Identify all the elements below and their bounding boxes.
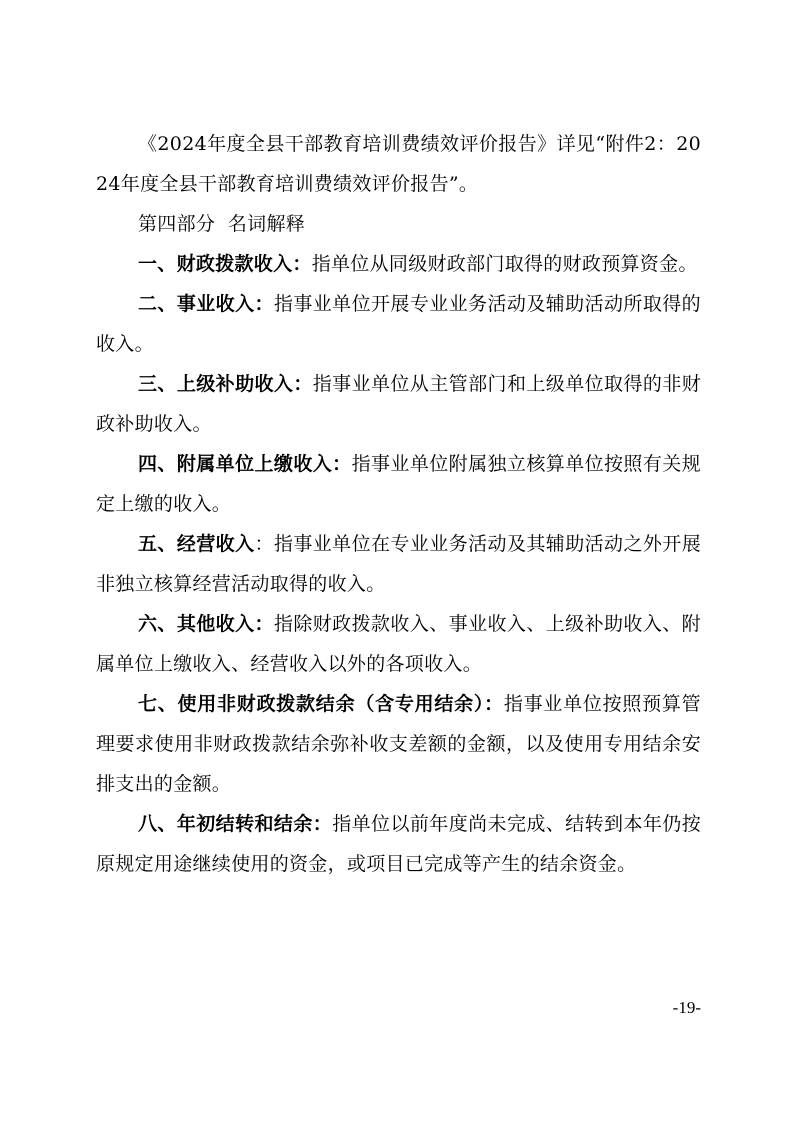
document-body bbox=[96, 124, 701, 884]
term-definition: 指单位以前年度尚未完成、结转到本年仍按原规定用途继续使用的资金，或项目已完成等产生的结余资金。 bbox=[96, 813, 701, 875]
term-definition: 指事业单位从主管部门和上级单位取得的非财政补助收入。 bbox=[96, 373, 701, 435]
term-paragraph-8 bbox=[96, 804, 701, 884]
term-definition: 指除财政拨款收入、事业收入、上级补助收入、附属单位上缴收入、经营收入以外的各项收入。 bbox=[96, 613, 701, 675]
term-definition: 指单位从同级财政部门取得的财政预算资金。 bbox=[311, 253, 698, 275]
term-label: 六、其他收入： bbox=[138, 613, 274, 635]
term-label: 二、事业收入： bbox=[138, 293, 274, 315]
term-definition: 指事业单位开展专业业务活动及辅助活动所取得的收入。 bbox=[96, 293, 701, 355]
intro-text: 《2024年度全县干部教育培训费绩效评价报告》详见“附件2：2024年度全县干部教育培训费绩效评价报告”。 bbox=[96, 133, 701, 195]
term-definition: 指事业单位按照预算管理要求使用非财政拨款结余弥补收支差额的金额，以及使用专用结余安排支出的金额。 bbox=[96, 693, 701, 795]
section-title-text: 第四部分 名词解释 bbox=[138, 213, 306, 235]
term-paragraph-3 bbox=[96, 364, 701, 444]
term-label: 四、附属单位上缴收入： bbox=[138, 453, 352, 475]
intro-paragraph bbox=[96, 124, 701, 204]
term-paragraph-5 bbox=[96, 524, 701, 604]
term-paragraph-4 bbox=[96, 444, 701, 524]
term-label: 五、经营收入 bbox=[138, 533, 255, 555]
term-label: 八、年初结转和结余： bbox=[138, 813, 333, 835]
term-label: 一、财政拨款收入： bbox=[138, 253, 312, 275]
term-label: 三、上级补助收入： bbox=[138, 373, 313, 395]
term-paragraph-1 bbox=[96, 244, 701, 284]
page-number: -19- bbox=[672, 998, 701, 1017]
term-definition: ：指事业单位在专业业务活动及其辅助活动之外开展非独立核算经营活动取得的收入。 bbox=[96, 533, 701, 595]
section-title bbox=[96, 204, 701, 244]
term-label: 七、使用非财政拨款结余（含专用结余）： bbox=[138, 693, 504, 715]
term-definition: 指事业单位附属独立核算单位按照有关规定上缴的收入。 bbox=[96, 453, 701, 515]
term-paragraph-7 bbox=[96, 684, 701, 804]
term-paragraph-6 bbox=[96, 604, 701, 684]
term-paragraph-2 bbox=[96, 284, 701, 364]
